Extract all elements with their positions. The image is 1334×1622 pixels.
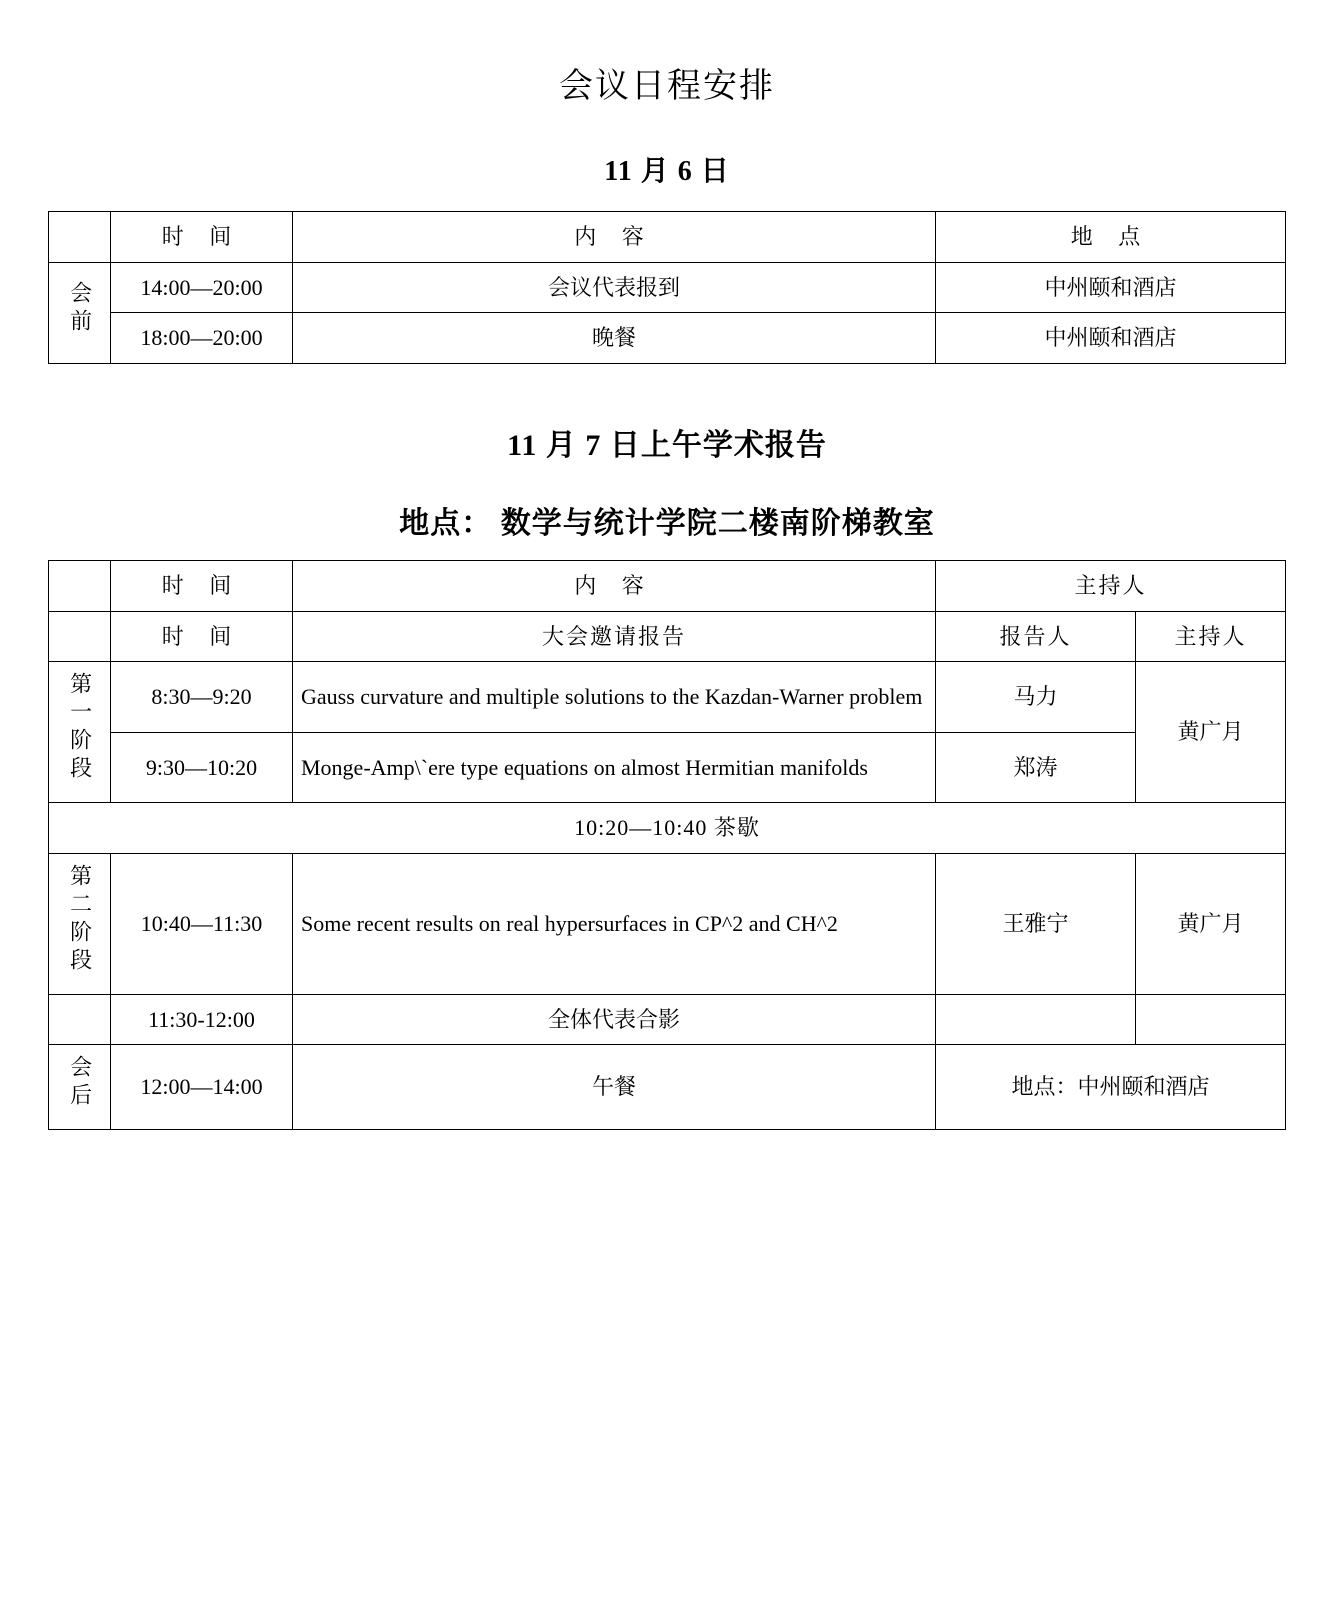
- lunch-row-content: 午餐: [293, 1045, 936, 1130]
- table-row: [49, 1045, 1286, 1130]
- after-label-cell: [49, 1045, 111, 1130]
- table-row: [49, 994, 1286, 1045]
- day2-subheader-content: 大会邀请报告: [293, 611, 936, 662]
- stage1-row1-speaker: 郑涛: [935, 732, 1135, 802]
- table-row: [49, 262, 1286, 313]
- table-row: [49, 853, 1286, 994]
- page-title: 会议日程安排: [559, 68, 775, 105]
- after-label: 会后: [67, 1055, 93, 1112]
- photo-row-content: 全体代表合影: [293, 994, 936, 1045]
- day2-schedule-table: [48, 560, 1286, 1130]
- table-row: [49, 732, 1286, 802]
- day1-header-time: 时 间: [111, 212, 293, 263]
- day2-header-host: 主持人: [935, 561, 1285, 612]
- stage1-row1-talk: Monge-Amp\`ere type equations on almost Hermitian manifolds: [293, 732, 936, 802]
- stage2-row0-host: 黄广月: [1135, 853, 1285, 994]
- day1-row1-place: 中州颐和酒店: [936, 313, 1286, 364]
- document-page: [0, 58, 1334, 1622]
- stage2-row0-talk: Some recent results on real hypersurfaces in CP^2 and CH^2: [293, 853, 936, 994]
- day1-side-label: 会前: [67, 281, 93, 338]
- day1-corner-cell: [49, 212, 111, 263]
- lunch-row-place: 地点：中州颐和酒店: [935, 1045, 1285, 1130]
- table-row: [49, 313, 1286, 364]
- lunch-row-time: 12:00—14:00: [111, 1045, 293, 1130]
- table-header-row: [49, 212, 1286, 263]
- photo-row-side-cell: [49, 994, 111, 1045]
- table-header-row: [49, 561, 1286, 612]
- day2-header-time: 时 间: [111, 561, 293, 612]
- day1-schedule-table: [48, 211, 1286, 364]
- table-subheader-row: [49, 611, 1286, 662]
- day1-row1-time: 18:00—20:00: [111, 313, 293, 364]
- day2-location-line: 地点： 数学与统计学院二楼南阶梯教室: [399, 507, 935, 541]
- day2-subheader-speaker: 报告人: [935, 611, 1135, 662]
- stage2-row0-speaker: 王雅宁: [935, 853, 1135, 994]
- stage1-row0-speaker: 马力: [935, 662, 1135, 732]
- stage1-row1-time: 9:30—10:20: [111, 732, 293, 802]
- day1-row0-time: 14:00—20:00: [111, 262, 293, 313]
- stage1-host: 黄广月: [1135, 662, 1285, 803]
- day1-date-heading: 11 月 6 日: [604, 156, 730, 187]
- day1-row0-content: 会议代表报到: [293, 262, 936, 313]
- stage2-label-cell: [49, 853, 111, 994]
- tea-break-text: 10:20—10:40 茶歇: [49, 803, 1286, 854]
- table-row: [49, 662, 1286, 732]
- photo-row-time: 11:30-12:00: [111, 994, 293, 1045]
- day2-subheader-time: 时 间: [111, 611, 293, 662]
- day2-subcorner-cell: [49, 611, 111, 662]
- stage2-row0-time: 10:40—11:30: [111, 853, 293, 994]
- stage1-row0-talk: Gauss curvature and multiple solutions to the Kazdan-Warner problem: [293, 662, 936, 732]
- day2-heading: 11 月 7 日上午学术报告: [507, 429, 827, 463]
- day2-header-content: 内 容: [293, 561, 936, 612]
- bottom-spacer: [48, 1130, 1286, 1176]
- day1-side-label-cell: [49, 262, 111, 363]
- day2-subheader-host: 主持人: [1135, 611, 1285, 662]
- day1-header-content: 内 容: [293, 212, 936, 263]
- stage2-label: 第二阶段: [67, 863, 93, 976]
- photo-row-speaker: [935, 994, 1135, 1045]
- day1-header-place: 地 点: [936, 212, 1286, 263]
- day1-row0-place: 中州颐和酒店: [936, 262, 1286, 313]
- photo-row-host: [1135, 994, 1285, 1045]
- day2-corner-cell: [49, 561, 111, 612]
- stage1-row0-time: 8:30—9:20: [111, 662, 293, 732]
- stage1-label-cell: [49, 662, 111, 803]
- stage1-label: 第一阶段: [67, 672, 93, 785]
- day1-row1-content: 晚餐: [293, 313, 936, 364]
- tea-break-row: [49, 803, 1286, 854]
